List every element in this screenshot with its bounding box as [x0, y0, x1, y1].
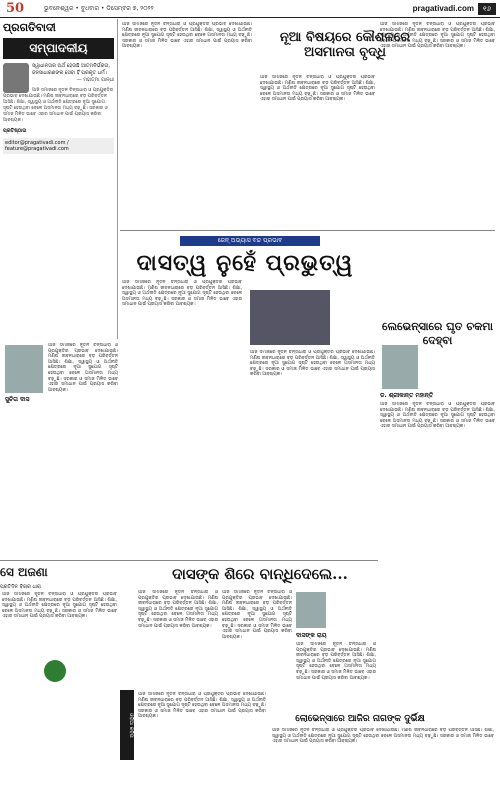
leaf-icon	[44, 660, 66, 682]
masthead-text: ଆଜି ସମାଜରେ ନୂତନ ଚିନ୍ତାଧାରା ଓ ପ୍ରଯୁକ୍ତିର ପ୍ରଭାବ ଦେଖାଯାଉଛି। ମଣିଷ ଜୀବନଧାରାରେ ବଡ଼ ପରିବର୍ତ୍ତନ ଆସିଛି। ଶିକ୍ଷା, ସ୍ୱାସ୍ଥ୍ୟ ଓ ଅର୍ଥନୀତି କ୍ଷେତ୍ରରେ ନୂଆ ସୁଯୋଗ ସୃଷ୍ଟି ହେଉଥିବା ବେଳେ ଅସମାନତା ମଧ୍ୟ ବଢ଼ୁଛି। ସରକାର ଓ ସମାଜ ମିଳିତ ଭାବେ ଏହାର ସମାଧାନ ପାଇଁ ପ୍ରୟାସ କରିବା ଆବଶ୍ୟକ।	[3, 88, 114, 123]
editorial-label: ସମ୍ପାଦକୀୟ	[3, 38, 114, 59]
lead-headline: ନୂଆ ବିଷୟରେ କୌଶଳରେ ଅସମାନତା ବୃଦ୍ଧି	[279, 30, 411, 60]
dateline: ଭୁବନେଶ୍ୱର • ବୁଧବାର • ଡିସେମ୍ବର ୭, ୨୦୨୨	[44, 4, 154, 12]
mid-author-photo	[296, 592, 326, 628]
mid-body-3: ଆଜି ସମାଜରେ ନୂତନ ଚିନ୍ତାଧାରା ଓ ପ୍ରଯୁକ୍ତିର ପ୍ରଭାବ ଦେଖାଯାଉଛି। ମଣିଷ ଜୀବନଧାରାରେ ବଡ଼ ପରିବର୍ତ୍ତନ ଆସିଛି। ଶିକ୍ଷା, ସ୍ୱାସ୍ଥ୍ୟ ଓ ଅର୍ଥନୀତି କ୍ଷେତ୍ରରେ ନୂଆ ସୁଯୋଗ ସୃଷ୍ଟି ହେଉଥିବା ବେଳେ ଅସମାନତା ମଧ୍ୟ ବଢ଼ୁଛି। ସରକାର ଓ ସମାଜ ମିଳିତ ଭାବେ ଏହାର ସମାଧାନ ପାଇଁ ପ୍ରୟାସ କରିବା ଆବଶ୍ୟକ।	[296, 642, 376, 681]
author-photo-1	[5, 345, 43, 393]
masthead-title: ପ୍ରଗତିବାଦୀ	[3, 21, 56, 34]
banner-body-3: ଆଜି ସମାଜରେ ନୂତନ ଚିନ୍ତାଧାରା ଓ ପ୍ରଯୁକ୍ତିର ପ୍ରଭାବ ଦେଖାଯାଉଛି। ମଣିଷ ଜୀବନଧାରାରେ ବଡ଼ ପରିବର୍ତ୍ତନ ଆସିଛି। ଶିକ୍ଷା, ସ୍ୱାସ୍ଥ୍ୟ ଓ ଅର୍ଥନୀତି କ୍ଷେତ୍ରରେ ନୂଆ ସୁଯୋଗ ସୃଷ୍ଟି ହେଉଥିବା ବେଳେ ଅସମାନତା ମଧ୍ୟ ବଢ଼ୁଛି। ସରକାର ଓ ସମାଜ ମିଳିତ ଭାବେ ଏହାର ସମାଧାନ ପାଇଁ ପ୍ରୟାସ କରିବା ଆବଶ୍ୟକ।	[250, 350, 375, 378]
feature-box	[0, 565, 118, 591]
contact-emails[interactable]: editor@pragativadi.com / feature@pragativadi.com	[3, 138, 114, 154]
banner-headline: ଦାସତ୍ୱ ନୁହେଁ ପ୍ରଭୁତ୍ୱ	[136, 250, 354, 276]
mid-body-1: ଆଜି ସମାଜରେ ନୂତନ ଚିନ୍ତାଧାରା ଓ ପ୍ରଯୁକ୍ତିର ପ୍ରଭାବ ଦେଖାଯାଉଛି। ମଣିଷ ଜୀବନଧାରାରେ ବଡ଼ ପରିବର୍ତ୍ତନ ଆସିଛି। ଶିକ୍ଷା, ସ୍ୱାସ୍ଥ୍ୟ ଓ ଅର୍ଥନୀତି କ୍ଷେତ୍ରରେ ନୂଆ ସୁଯୋଗ ସୃଷ୍ଟି ହେଉଥିବା ବେଳେ ଅସମାନତା ମଧ୍ୟ ବଢ଼ୁଛି। ସରକାର ଓ ସମାଜ ମିଳିତ ଭାବେ ଏହାର ସମାଧାନ ପାଇଁ ପ୍ରୟାସ କରିବା ଆବଶ୍ୟକ।	[138, 590, 218, 629]
column-divider	[120, 230, 495, 231]
banner-body-1: ଆଜି ସମାଜରେ ନୂତନ ଚିନ୍ତାଧାରା ଓ ପ୍ରଯୁକ୍ତିର ପ୍ରଭାବ ଦେଖାଯାଉଛି। ମଣିଷ ଜୀବନଧାରାରେ ବଡ଼ ପରିବର୍ତ୍ତନ ଆସିଛି। ଶିକ୍ଷା, ସ୍ୱାସ୍ଥ୍ୟ ଓ ଅର୍ଥନୀତି କ୍ଷେତ୍ରରେ ନୂଆ ସୁଯୋଗ ସୃଷ୍ଟି ହେଉଥିବା ବେଳେ ଅସମାନତା ମଧ୍ୟ ବଢ଼ୁଛି। ସରକାର ଓ ସମାଜ ମିଳିତ ଭାବେ ଏହାର ସମାଧାନ ପାଇଁ ପ୍ରୟାସ କରିବା ଆବଶ୍ୟକ।	[48, 343, 118, 393]
mid-byline: ଦାସଙ୍କ ରାୟ	[296, 632, 327, 639]
banner-body-2: ଆଜି ସମାଜରେ ନୂତନ ଚିନ୍ତାଧାରା ଓ ପ୍ରଯୁକ୍ତିର ପ୍ରଭାବ ଦେଖାଯାଉଛି। ମଣିଷ ଜୀବନଧାରାରେ ବଡ଼ ପରିବର୍ତ୍ତନ ଆସିଛି। ଶିକ୍ଷା, ସ୍ୱାସ୍ଥ୍ୟ ଓ ଅର୍ଥନୀତି କ୍ଷେତ୍ରରେ ନୂଆ ସୁଯୋଗ ସୃଷ୍ଟି ହେଉଥିବା ବେଳେ ଅସମାନତା ମଧ୍ୟ ବଢ଼ୁଛି। ସରକାର ଓ ସମାଜ ମିଳିତ ଭାବେ ଏହାର ସମାଧାନ ପାଇଁ ପ୍ରୟାସ କରିବା ଆବଶ୍ୟକ।	[122, 280, 242, 308]
editorial-quote: ସ୍ୱାଧୀନତାର ଅର୍ଥ ହେଉଛି ଆତ୍ମନିର୍ଭରତା, ଜନସାଧାରଣଙ୍କ ସେବା ହିଁ ପ୍ରକୃତ ଧର୍ମ।	[32, 63, 110, 76]
lead-body-2: ଆଜି ସମାଜରେ ନୂତନ ଚିନ୍ତାଧାରା ଓ ପ୍ରଯୁକ୍ତିର ପ୍ରଭାବ ଦେଖାଯାଉଛି। ମଣିଷ ଜୀବନଧାରାରେ ବଡ଼ ପରିବର୍ତ୍ତନ ଆସିଛି। ଶିକ୍ଷା, ସ୍ୱାସ୍ଥ୍ୟ ଓ ଅର୍ଥନୀତି କ୍ଷେତ୍ରରେ ନୂଆ ସୁଯୋଗ ସୃଷ୍ଟି ହେଉଥିବା ବେଳେ ଅସମାନତା ମଧ୍ୟ ବଢ଼ୁଛି। ସରକାର ଓ ସମାଜ ମିଳିତ ଭାବେ ଏହାର ସମାଧାନ ପାଇଁ ପ୍ରୟାସ କରିବା ଆବଶ୍ୟକ।	[380, 22, 495, 50]
mid-headline: ଦାସଙ୍କ ଶିରେ ବାନ୍ଧିଦେଲେ...	[172, 565, 348, 583]
bottom-headline: ଲୋଭେନ୍ସାରେ ଆଜିର ନାଗଙ୍କ ଦୁର୍ଭିକ୍ଷ	[295, 714, 425, 724]
lower-divider	[0, 560, 378, 561]
feature-subline: ପ୍ରତିଦିନ ବିଚାର ଧାରା	[0, 584, 41, 590]
editorial-body-1: ଆଜି ସମାଜରେ ନୂତନ ଚିନ୍ତାଧାରା ଓ ପ୍ରଯୁକ୍ତିର ପ୍ରଭାବ ଦେଖାଯାଉଛି। ମଣିଷ ଜୀବନଧାରାରେ ବଡ଼ ପରିବର୍ତ୍ତନ ଆସିଛି। ଶିକ୍ଷା, ସ୍ୱାସ୍ଥ୍ୟ ଓ ଅର୍ଥନୀତି କ୍ଷେତ୍ରରେ ନୂଆ ସୁଯୋଗ ସୃଷ୍ଟି ହେଉଥିବା ବେଳେ ଅସମାନତା ମଧ୍ୟ ବଢ଼ୁଛି। ସରକାର ଓ ସମାଜ ମିଳିତ ଭାବେ ଏହାର ସମାଧାନ ପାଇଁ ପ୍ରୟାସ କରିବା ଆବଶ୍ୟକ।	[122, 22, 252, 50]
page-number: ୧୬	[478, 3, 496, 15]
sidebar-tag: ଓଡ଼ିଆ କବିତା	[120, 690, 134, 760]
opinion-headline: ଲେଭେନ୍ସାରେ ଘୃତ ଚକମା ଦେହ୍ବା	[381, 320, 494, 347]
opinion-author-photo	[382, 345, 418, 389]
gandhi-portrait	[3, 63, 29, 93]
mid-body-2: ଆଜି ସମାଜରେ ନୂତନ ଚିନ୍ତାଧାରା ଓ ପ୍ରଯୁକ୍ତିର ପ୍ରଭାବ ଦେଖାଯାଉଛି। ମଣିଷ ଜୀବନଧାରାରେ ବଡ଼ ପରିବର୍ତ୍ତନ ଆସିଛି। ଶିକ୍ଷା, ସ୍ୱାସ୍ଥ୍ୟ ଓ ଅର୍ଥନୀତି କ୍ଷେତ୍ରରେ ନୂଆ ସୁଯୋଗ ସୃଷ୍ଟି ହେଉଥିବା ବେଳେ ଅସମାନତା ମଧ୍ୟ ବଢ଼ୁଛି। ସରକାର ଓ ସମାଜ ମିଳିତ ଭାବେ ଏହାର ସମାଧାନ ପାଇଁ ପ୍ରୟାସ କରିବା ଆବଶ୍ୟକ।	[222, 590, 292, 640]
anniversary-logo: 50	[6, 1, 25, 16]
masthead-column	[0, 19, 118, 339]
feature-headline: ସେ ଅଜଣା	[0, 565, 48, 579]
opinion-author: ଡ. ଶ୍ରୀକାନ୍ତ ମହାନ୍ତି	[380, 392, 434, 399]
lead-body-1: ଆଜି ସମାଜରେ ନୂତନ ଚିନ୍ତାଧାରା ଓ ପ୍ରଯୁକ୍ତିର ପ୍ରଭାବ ଦେଖାଯାଉଛି। ମଣିଷ ଜୀବନଧାରାରେ ବଡ଼ ପରିବର୍ତ୍ତନ ଆସିଛି। ଶିକ୍ଷା, ସ୍ୱାସ୍ଥ୍ୟ ଓ ଅର୍ଥନୀତି କ୍ଷେତ୍ରରେ ନୂଆ ସୁଯୋଗ ସୃଷ୍ଟି ହେଉଥିବା ବେଳେ ଅସମାନତା ମଧ୍ୟ ବଢ଼ୁଛି। ସରକାର ଓ ସମାଜ ମିଳିତ ଭାବେ ଏହାର ସମାଧାନ ପାଇଁ ପ୍ରୟାସ କରିବା ଆବଶ୍ୟକ।	[260, 75, 375, 103]
sidebar-body: ଆଜି ସମାଜରେ ନୂତନ ଚିନ୍ତାଧାରା ଓ ପ୍ରଯୁକ୍ତିର ପ୍ରଭାବ ଦେଖାଯାଉଛି। ମଣିଷ ଜୀବନଧାରାରେ ବଡ଼ ପରିବର୍ତ୍ତନ ଆସିଛି। ଶିକ୍ଷା, ସ୍ୱାସ୍ଥ୍ୟ ଓ ଅର୍ଥନୀତି କ୍ଷେତ୍ରରେ ନୂଆ ସୁଯୋଗ ସୃଷ୍ଟି ହେଉଥିବା ବେଳେ ଅସମାନତା ମଧ୍ୟ ବଢ଼ୁଛି। ସରକାର ଓ ସମାଜ ମିଳିତ ଭାବେ ଏହାର ସମାଧାନ ପାଇଁ ପ୍ରୟାସ କରିବା ଆବଶ୍ୟକ।	[138, 692, 266, 720]
founder-label: ପ୍ରତିଷ୍ଠାତା	[3, 128, 27, 134]
opinion-body: ଆଜି ସମାଜରେ ନୂତନ ଚିନ୍ତାଧାରା ଓ ପ୍ରଯୁକ୍ତିର ପ୍ରଭାବ ଦେଖାଯାଉଛି। ମଣିଷ ଜୀବନଧାରାରେ ବଡ଼ ପରିବର୍ତ୍ତନ ଆସିଛି। ଶିକ୍ଷା, ସ୍ୱାସ୍ଥ୍ୟ ଓ ଅର୍ଥନୀତି କ୍ଷେତ୍ରରେ ନୂଆ ସୁଯୋଗ ସୃଷ୍ଟି ହେଉଥିବା ବେଳେ ଅସମାନତା ମଧ୍ୟ ବଢ଼ୁଛି। ସରକାର ଓ ସମାଜ ମିଳିତ ଭାବେ ଏହାର ସମାଧାନ ପାଇଁ ପ୍ରୟାସ କରିବା ଆବଶ୍ୟକ।	[380, 402, 495, 430]
feature-body: ଆଜି ସମାଜରେ ନୂତନ ଚିନ୍ତାଧାରା ଓ ପ୍ରଯୁକ୍ତିର ପ୍ରଭାବ ଦେଖାଯାଉଛି। ମଣିଷ ଜୀବନଧାରାରେ ବଡ଼ ପରିବର୍ତ୍ତନ ଆସିଛି। ଶିକ୍ଷା, ସ୍ୱାସ୍ଥ୍ୟ ଓ ଅର୍ଥନୀତି କ୍ଷେତ୍ରରେ ନୂଆ ସୁଯୋଗ ସୃଷ୍ଟି ହେଉଥିବା ବେଳେ ଅସମାନତା ମଧ୍ୟ ବଢ଼ୁଛି। ସରକାର ଓ ସମାଜ ମିଳିତ ଭାବେ ଏହାର ସମାଧାନ ପାଇଁ ପ୍ରୟାସ କରିବା ଆବଶ୍ୟକ।	[2, 592, 117, 620]
site-url[interactable]: pragativadi.com	[412, 4, 474, 13]
bottom-body: ଆଜି ସମାଜରେ ନୂତନ ଚିନ୍ତାଧାରା ଓ ପ୍ରଯୁକ୍ତିର ପ୍ରଭାବ ଦେଖାଯାଉଛି। ମଣିଷ ଜୀବନଧାରାରେ ବଡ଼ ପରିବର୍ତ୍ତନ ଆସିଛି। ଶିକ୍ଷା, ସ୍ୱାସ୍ଥ୍ୟ ଓ ଅର୍ଥନୀତି କ୍ଷେତ୍ରରେ ନୂଆ ସୁଯୋଗ ସୃଷ୍ଟି ହେଉଥିବା ବେଳେ ଅସମାନତା ମଧ୍ୟ ବଢ଼ୁଛି। ସରକାର ଓ ସମାଜ ମିଳିତ ଭାବେ ଏହାର ସମାଧାନ ପାଇଁ ପ୍ରୟାସ କରିବା ଆବଶ୍ୟକ।	[272, 728, 494, 745]
byline-1: ସୁଚିତା ଦାସ	[5, 396, 30, 403]
banner-kicker: ଜେନ୍ ଅଭ୍ୟାସ ବନ୍ଦ ପ୍ରଭାବ	[180, 236, 320, 246]
quote-author: — ମହାତ୍ମା ଗାନ୍ଧୀ	[76, 77, 114, 83]
story-photo	[250, 290, 330, 345]
top-bar	[0, 0, 500, 18]
